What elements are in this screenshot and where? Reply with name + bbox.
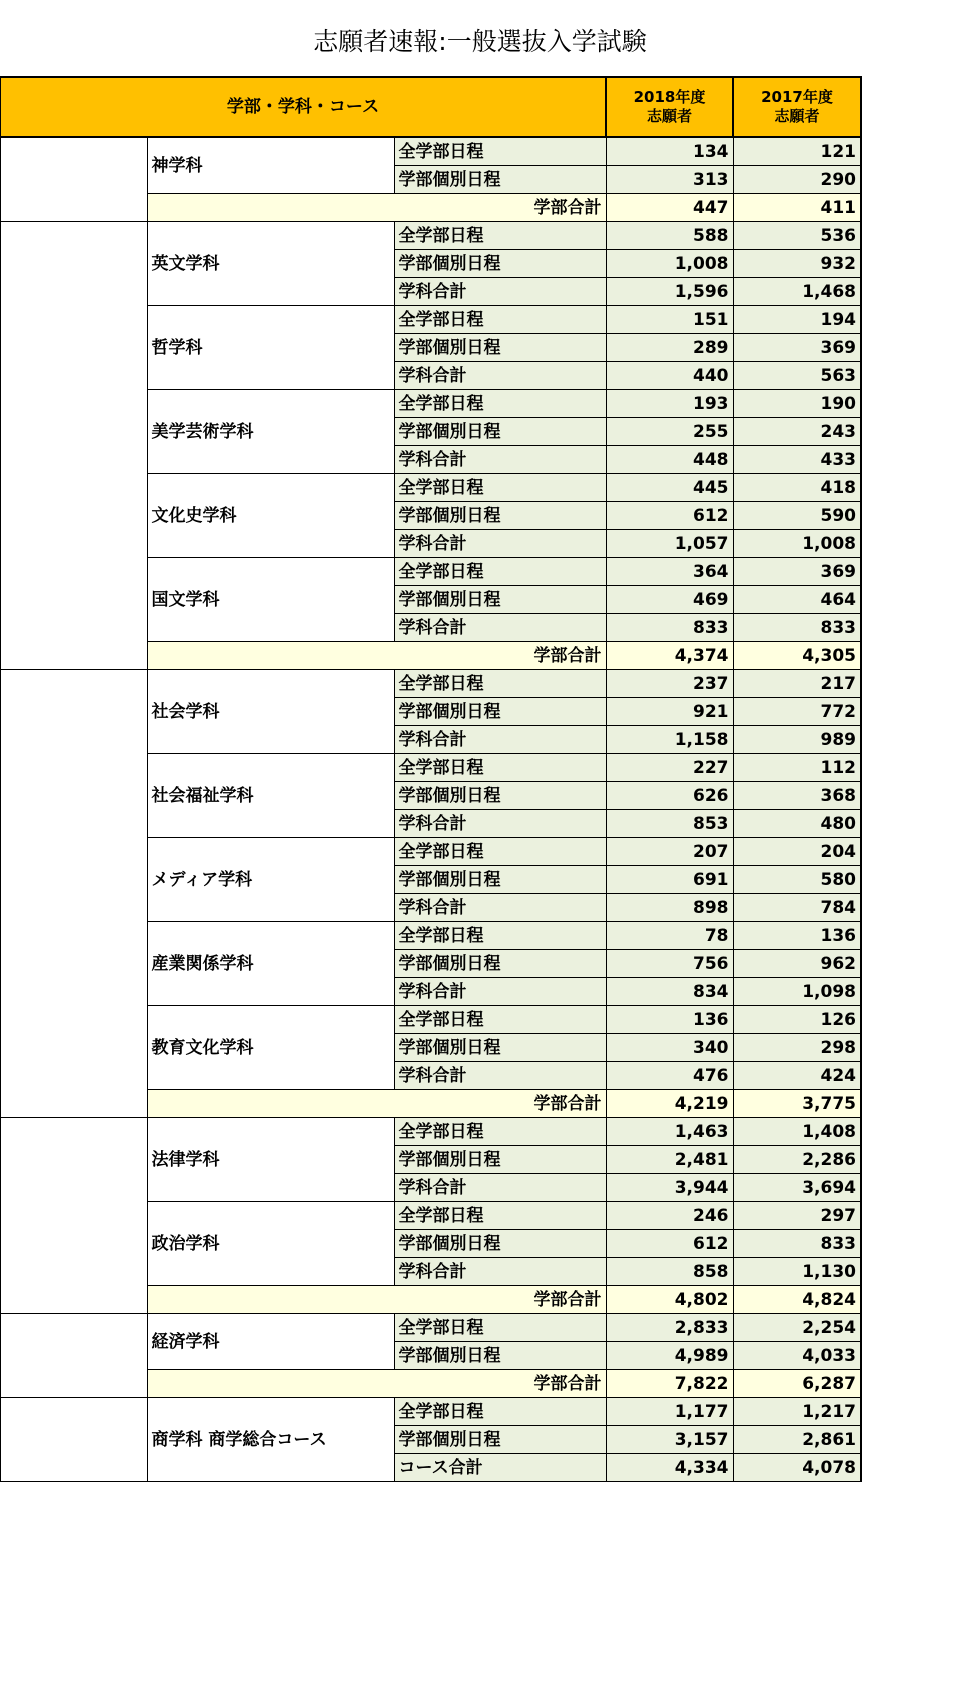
- department-name: 英文学科: [147, 222, 394, 306]
- value-2017: 1,217: [733, 1398, 861, 1426]
- schedule-label: 全学部日程: [394, 222, 606, 250]
- department-name: 産業関係学科: [147, 922, 394, 1006]
- value-2017: 121: [733, 137, 861, 166]
- value-2017: 433: [733, 446, 861, 474]
- schedule-label: 全学部日程: [394, 390, 606, 418]
- value-2017: 369: [733, 558, 861, 586]
- value-2017: 297: [733, 1202, 861, 1230]
- header-2018: [606, 77, 733, 137]
- value-2017: 989: [733, 726, 861, 754]
- value-2017: 536: [733, 222, 861, 250]
- schedule-label: 学部個別日程: [394, 1342, 606, 1370]
- value-2018: 1,158: [606, 726, 733, 754]
- value-2017: 126: [733, 1006, 861, 1034]
- schedule-label: 全学部日程: [394, 670, 606, 698]
- faculty-cell: [0, 1118, 147, 1314]
- table-row: [0, 670, 861, 698]
- table-row: [0, 1398, 861, 1426]
- faculty-total-2017: 411: [733, 194, 861, 222]
- value-2017: 204: [733, 838, 861, 866]
- value-2018: 1,057: [606, 530, 733, 558]
- table-row: [0, 1118, 861, 1146]
- value-2018: 440: [606, 362, 733, 390]
- department-name: 哲学科: [147, 306, 394, 390]
- schedule-label: コース合計: [394, 1454, 606, 1482]
- schedule-label: 学科合計: [394, 362, 606, 390]
- value-2018: 1,463: [606, 1118, 733, 1146]
- schedule-label: 全学部日程: [394, 1118, 606, 1146]
- schedule-label: 学部個別日程: [394, 586, 606, 614]
- faculty-total-2017: 3,775: [733, 1090, 861, 1118]
- schedule-label: 全学部日程: [394, 137, 606, 166]
- value-2018: 445: [606, 474, 733, 502]
- value-2017: 1,008: [733, 530, 861, 558]
- value-2017: 833: [733, 614, 861, 642]
- department-name: 美学芸術学科: [147, 390, 394, 474]
- schedule-label: 学部個別日程: [394, 866, 606, 894]
- department-name: 教育文化学科: [147, 1006, 394, 1090]
- value-2018: 469: [606, 586, 733, 614]
- value-2018: 227: [606, 754, 733, 782]
- value-2018: 853: [606, 810, 733, 838]
- value-2018: 2,833: [606, 1314, 733, 1342]
- value-2018: 476: [606, 1062, 733, 1090]
- value-2018: 289: [606, 334, 733, 362]
- header-2018-label: 志願者: [646, 107, 692, 125]
- schedule-label: 学科合計: [394, 530, 606, 558]
- schedule-label: 全学部日程: [394, 754, 606, 782]
- value-2017: 418: [733, 474, 861, 502]
- schedule-label: 全学部日程: [394, 922, 606, 950]
- value-2018: 313: [606, 166, 733, 194]
- value-2017: 298: [733, 1034, 861, 1062]
- value-2018: 1,596: [606, 278, 733, 306]
- schedule-label: 全学部日程: [394, 306, 606, 334]
- value-2017: 833: [733, 1230, 861, 1258]
- schedule-label: 学部個別日程: [394, 1146, 606, 1174]
- schedule-label: 学部個別日程: [394, 950, 606, 978]
- faculty-total-2017: 4,305: [733, 642, 861, 670]
- department-name: メディア学科: [147, 838, 394, 922]
- faculty-total-2018: 447: [606, 194, 733, 222]
- schedule-label: 学科合計: [394, 810, 606, 838]
- schedule-label: 学部個別日程: [394, 166, 606, 194]
- value-2017: 368: [733, 782, 861, 810]
- schedule-label: 学部個別日程: [394, 250, 606, 278]
- faculty-total-2018: 4,219: [606, 1090, 733, 1118]
- page-title: 志願者速報:一般選抜入学試験: [313, 27, 647, 56]
- value-2017: 3,694: [733, 1174, 861, 1202]
- value-2018: 134: [606, 137, 733, 166]
- value-2017: 4,078: [733, 1454, 861, 1482]
- value-2018: 691: [606, 866, 733, 894]
- schedule-label: 学科合計: [394, 614, 606, 642]
- value-2017: 962: [733, 950, 861, 978]
- header-2017: [733, 77, 861, 137]
- schedule-label: 全学部日程: [394, 1398, 606, 1426]
- value-2018: 4,334: [606, 1454, 733, 1482]
- table-row: [0, 222, 861, 250]
- value-2017: 590: [733, 502, 861, 530]
- department-name: 文化史学科: [147, 474, 394, 558]
- schedule-label: 全学部日程: [394, 1006, 606, 1034]
- schedule-label: 学部個別日程: [394, 418, 606, 446]
- faculty-cell: [0, 1314, 147, 1398]
- schedule-label: 全学部日程: [394, 1202, 606, 1230]
- value-2017: 784: [733, 894, 861, 922]
- value-2018: 612: [606, 1230, 733, 1258]
- faculty-total-2018: 4,374: [606, 642, 733, 670]
- schedule-label: 全学部日程: [394, 1314, 606, 1342]
- schedule-label: 学部個別日程: [394, 782, 606, 810]
- department-name: 社会福祉学科: [147, 754, 394, 838]
- value-2018: 1,177: [606, 1398, 733, 1426]
- value-2018: 207: [606, 838, 733, 866]
- schedule-label: 学部個別日程: [394, 698, 606, 726]
- value-2017: 932: [733, 250, 861, 278]
- schedule-label: 学部個別日程: [394, 502, 606, 530]
- value-2018: 151: [606, 306, 733, 334]
- schedule-label: 学科合計: [394, 446, 606, 474]
- value-2018: 364: [606, 558, 733, 586]
- schedule-label: 学科合計: [394, 1258, 606, 1286]
- value-2017: 136: [733, 922, 861, 950]
- header-program: 学部・学科・コース: [0, 77, 606, 137]
- department-name: 法律学科: [147, 1118, 394, 1202]
- table-row: [0, 1314, 861, 1342]
- header-2018-year: 2018年度: [633, 88, 706, 106]
- value-2017: 2,861: [733, 1426, 861, 1454]
- value-2017: 480: [733, 810, 861, 838]
- faculty-cell: [0, 222, 147, 670]
- schedule-label: 全学部日程: [394, 474, 606, 502]
- table-body: [0, 137, 861, 1482]
- faculty-total-2017: 4,824: [733, 1286, 861, 1314]
- value-2017: 772: [733, 698, 861, 726]
- value-2017: 112: [733, 754, 861, 782]
- department-name: 社会学科: [147, 670, 394, 754]
- value-2018: 588: [606, 222, 733, 250]
- schedule-label: 学科合計: [394, 1062, 606, 1090]
- schedule-label: 学科合計: [394, 978, 606, 1006]
- value-2017: 1,130: [733, 1258, 861, 1286]
- department-name: 商学科 商学総合コース: [147, 1398, 394, 1482]
- schedule-label: 学部個別日程: [394, 1230, 606, 1258]
- faculty-total-label: 学部合計: [147, 1370, 606, 1398]
- value-2017: 563: [733, 362, 861, 390]
- faculty-cell: [0, 1398, 147, 1482]
- department-name: 政治学科: [147, 1202, 394, 1286]
- faculty-total-label: 学部合計: [147, 1090, 606, 1118]
- value-2018: 78: [606, 922, 733, 950]
- schedule-label: 学部個別日程: [394, 334, 606, 362]
- schedule-label: 学科合計: [394, 726, 606, 754]
- value-2017: 194: [733, 306, 861, 334]
- faculty-total-2018: 7,822: [606, 1370, 733, 1398]
- value-2018: 4,989: [606, 1342, 733, 1370]
- faculty-total-label: 学部合計: [147, 1286, 606, 1314]
- value-2017: 243: [733, 418, 861, 446]
- schedule-label: 学科合計: [394, 1174, 606, 1202]
- value-2017: 290: [733, 166, 861, 194]
- value-2017: 217: [733, 670, 861, 698]
- header-2017-year: 2017年度: [761, 88, 833, 106]
- table-row: [0, 137, 861, 166]
- faculty-total-label: 学部合計: [147, 642, 606, 670]
- value-2017: 580: [733, 866, 861, 894]
- value-2018: 833: [606, 614, 733, 642]
- faculty-total-2018: 4,802: [606, 1286, 733, 1314]
- faculty-cell: [0, 137, 147, 222]
- faculty-total-2017: 6,287: [733, 1370, 861, 1398]
- department-name: 国文学科: [147, 558, 394, 642]
- value-2018: 921: [606, 698, 733, 726]
- value-2018: 246: [606, 1202, 733, 1230]
- value-2018: 612: [606, 502, 733, 530]
- value-2017: 1,408: [733, 1118, 861, 1146]
- value-2018: 1,008: [606, 250, 733, 278]
- value-2018: 756: [606, 950, 733, 978]
- value-2018: 834: [606, 978, 733, 1006]
- header-row: [0, 77, 861, 137]
- value-2017: 190: [733, 390, 861, 418]
- faculty-total-label: 学部合計: [147, 194, 606, 222]
- value-2018: 626: [606, 782, 733, 810]
- value-2018: 898: [606, 894, 733, 922]
- value-2017: 2,254: [733, 1314, 861, 1342]
- department-name: 神学科: [147, 137, 394, 194]
- applicants-table: [0, 76, 862, 1482]
- value-2018: 3,157: [606, 1426, 733, 1454]
- value-2018: 858: [606, 1258, 733, 1286]
- value-2017: 369: [733, 334, 861, 362]
- value-2018: 3,944: [606, 1174, 733, 1202]
- faculty-cell: [0, 670, 147, 1118]
- value-2018: 255: [606, 418, 733, 446]
- department-name: 経済学科: [147, 1314, 394, 1370]
- schedule-label: 学科合計: [394, 894, 606, 922]
- schedule-label: 全学部日程: [394, 838, 606, 866]
- value-2017: 424: [733, 1062, 861, 1090]
- value-2017: 1,468: [733, 278, 861, 306]
- value-2018: 448: [606, 446, 733, 474]
- schedule-label: 全学部日程: [394, 558, 606, 586]
- value-2017: 464: [733, 586, 861, 614]
- value-2018: 237: [606, 670, 733, 698]
- value-2018: 193: [606, 390, 733, 418]
- value-2017: 2,286: [733, 1146, 861, 1174]
- value-2017: 1,098: [733, 978, 861, 1006]
- schedule-label: 学科合計: [394, 278, 606, 306]
- value-2018: 2,481: [606, 1146, 733, 1174]
- schedule-label: 学部個別日程: [394, 1034, 606, 1062]
- value-2018: 340: [606, 1034, 733, 1062]
- header-2017-label: 志願者: [774, 107, 820, 125]
- value-2018: 136: [606, 1006, 733, 1034]
- schedule-label: 学部個別日程: [394, 1426, 606, 1454]
- value-2017: 4,033: [733, 1342, 861, 1370]
